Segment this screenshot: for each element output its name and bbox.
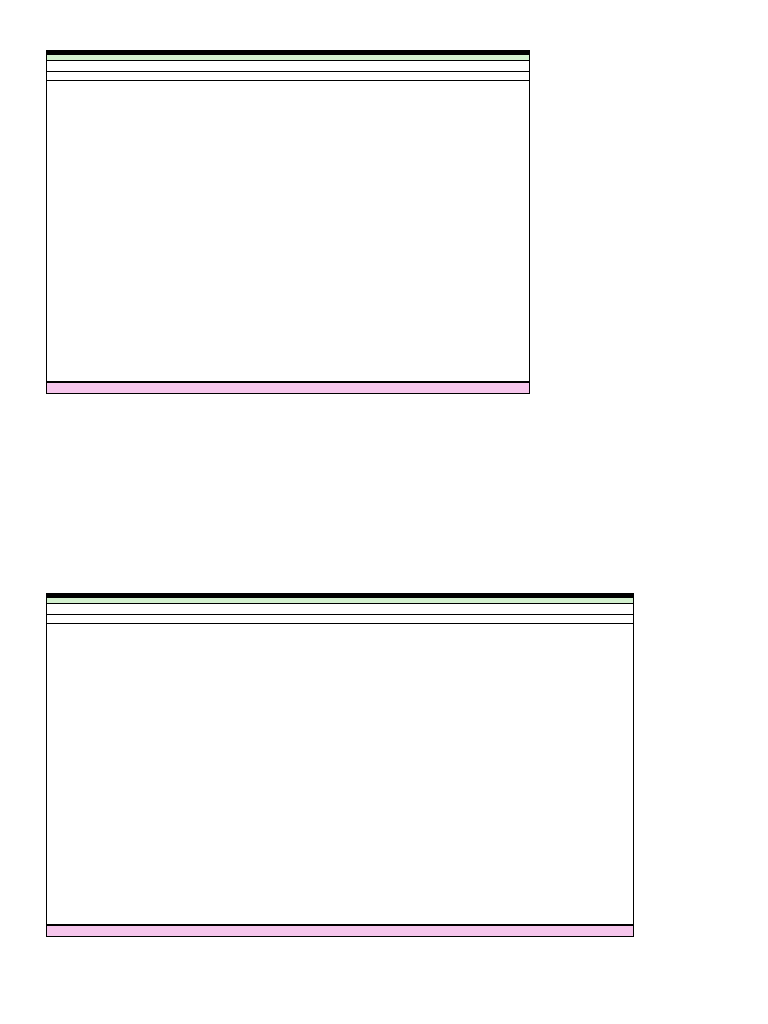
main-exams-heading <box>46 382 530 394</box>
main-exams-heading <box>46 925 634 937</box>
hall-header <box>46 614 634 623</box>
schedule-body <box>46 623 634 925</box>
schedule-body <box>46 80 530 382</box>
timetable-degree <box>46 593 634 937</box>
column-header <box>46 60 530 71</box>
hall-header <box>46 71 530 80</box>
column-header <box>46 603 634 614</box>
timetable-diploma <box>46 50 530 394</box>
